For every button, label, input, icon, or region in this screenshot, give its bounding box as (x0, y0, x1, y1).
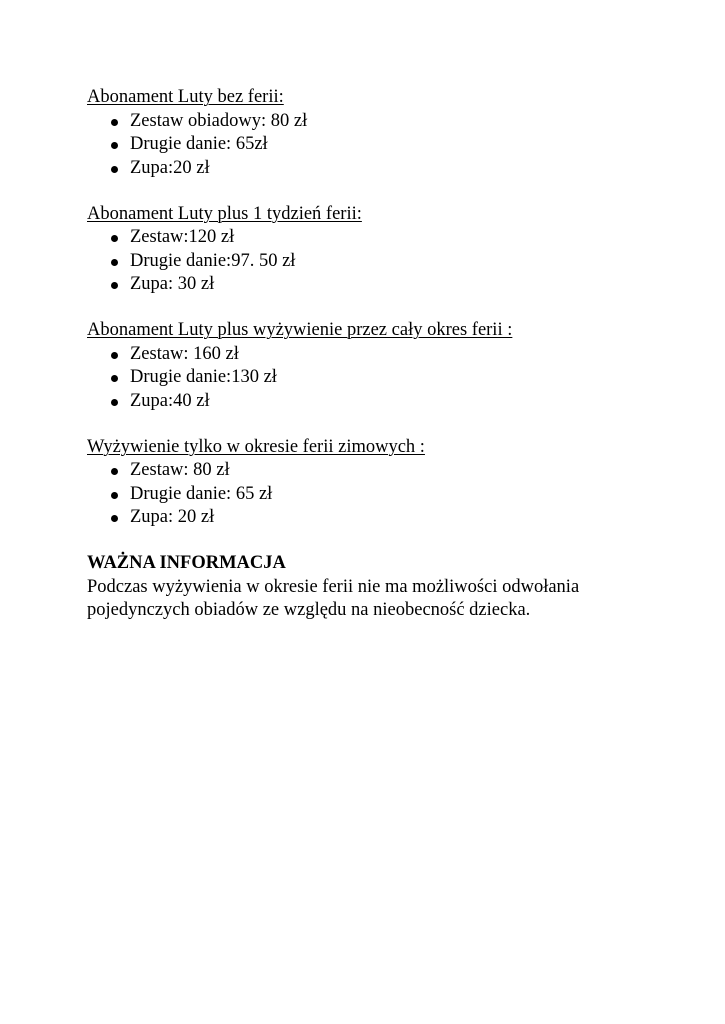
list-item (87, 483, 687, 507)
notice-title: WAŻNA INFORMACJA (87, 553, 286, 573)
list-item-text: Zestaw: 80 zł (130, 460, 230, 480)
list-item-text: Zupa:40 zł (130, 390, 210, 411)
list-item (87, 110, 687, 134)
list-item (87, 273, 687, 297)
list-item-text: Zestaw:120 zł (130, 227, 235, 247)
list-item-text: Zupa:20 zł (130, 157, 210, 178)
price-list (87, 226, 687, 297)
price-list (87, 343, 687, 414)
section-title: Abonament Luty plus 1 tydzień ferii: (87, 203, 362, 224)
list-item (87, 366, 687, 390)
price-list (87, 459, 687, 530)
list-item (87, 157, 687, 181)
list-item (87, 133, 687, 157)
list-item-text: Drugie danie: 65zł (130, 134, 268, 154)
list-item (87, 226, 687, 250)
bullet-icon (111, 492, 118, 499)
bullet-icon (111, 352, 118, 359)
section-title: Wyżywienie tylko w okresie ferii zimowych : (87, 436, 425, 457)
bullet-icon (111, 166, 118, 173)
document-page (87, 86, 687, 623)
list-item (87, 506, 687, 530)
list-item (87, 250, 687, 274)
list-item-text: Zupa: 30 zł (130, 274, 215, 294)
pricing-section-winter-holidays-only (87, 436, 687, 530)
list-item-text: Zupa: 20 zł (130, 507, 215, 527)
notice-text-line: pojedynczych obiadów ze względu na nieobecność dziecka. (87, 600, 531, 620)
important-notice (87, 552, 687, 623)
section-title: Abonament Luty bez ferii: (87, 87, 284, 107)
list-item (87, 390, 687, 414)
bullet-icon (111, 259, 118, 266)
list-item-text: Drugie danie: 65 zł (130, 483, 273, 504)
list-item-text: Drugie danie:130 zł (130, 367, 277, 387)
pricing-section-february-full-holidays (87, 319, 687, 413)
pricing-section-february-no-holidays (87, 86, 687, 180)
bullet-icon (111, 515, 118, 522)
bullet-icon (111, 468, 118, 475)
price-list (87, 110, 687, 181)
list-item (87, 459, 687, 483)
list-item-text: Zestaw: 160 zł (130, 343, 239, 364)
bullet-icon (111, 399, 118, 406)
bullet-icon (111, 235, 118, 242)
list-item (87, 343, 687, 367)
bullet-icon (111, 282, 118, 289)
bullet-icon (111, 142, 118, 149)
list-item-text: Zestaw obiadowy: 80 zł (130, 110, 308, 131)
section-title: Abonament Luty plus wyżywienie przez cały okres ferii : (87, 320, 513, 340)
list-item-text: Drugie danie:97. 50 zł (130, 250, 296, 271)
notice-text-line: Podczas wyżywienia w okresie ferii nie ma możliwości odwołania (87, 576, 580, 597)
bullet-icon (111, 119, 118, 126)
pricing-section-february-one-week-holidays (87, 203, 687, 297)
bullet-icon (111, 375, 118, 382)
